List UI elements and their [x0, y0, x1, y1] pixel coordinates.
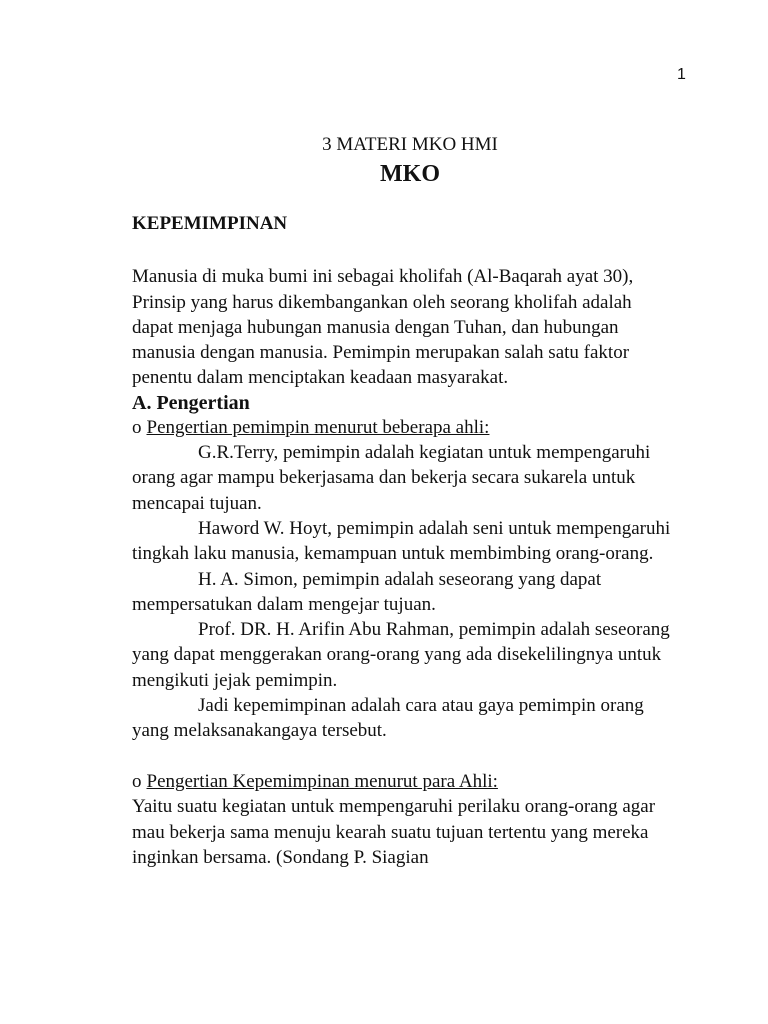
bullet-mark: o	[132, 416, 142, 438]
page-number: 1	[677, 66, 686, 83]
definition-entry: Haword W. Hoyt, pemimpin adalah seni untuk mempengaruhi tingkah laku manusia, kemampuan untuk membimbing orang-orang.	[132, 517, 671, 565]
document-title: 3 MATERI MKO HMI	[322, 134, 498, 155]
spacer	[132, 744, 672, 769]
definition-entry: Jadi kepemimpinan adalah cara atau gaya pemimpin orang yang melaksanakangaya tersebut.	[132, 695, 644, 742]
main-heading: KEPEMIMPINAN	[132, 213, 288, 234]
bullet-label: Pengertian pemimpin menurut beberapa ahli:	[146, 416, 490, 438]
definition-entry: G.R.Terry, pemimpin adalah kegiatan untuk mempengaruhi orang agar mampu bekerjasama dan bekerja secara sukarela untuk mencapai tujuan.	[132, 442, 651, 514]
definition-entry: Prof. DR. H. Arifin Abu Rahman, pemimpin adalah seseorang yang dapat menggerakan orang-orang yang ada disekelilingnya untuk mengikuti jejak pemimpin.	[132, 619, 670, 691]
bullet-text: Yaitu suatu kegiatan untuk mempengaruhi perilaku orang-orang agar mau bekerja sama menuju kearah suatu tujuan tertentu yang mereka inginkan bersama. (Sondang P. Siagian	[132, 796, 656, 868]
bullet-item	[132, 415, 672, 440]
section-a-heading: A. Pengertian	[132, 391, 250, 414]
document-body	[132, 209, 672, 870]
intro-paragraph: Manusia di muka bumi ini sebagai kholifah (Al-Baqarah ayat 30), Prinsip yang harus dikembangankan oleh seorang kholifah adalah dapat menjaga hubungan manusia dengan Tuhan, dan hubungan manusia dengan manusia. Pemimpin merupakan salah satu faktor penentu dalam menciptakan keadaan masyarakat.	[132, 266, 634, 389]
bullet-label: Pengertian Kepemimpinan menurut para Ahli:	[146, 770, 498, 792]
definition-entry: H. A. Simon, pemimpin adalah seseorang yang dapat mempersatukan dalam mengejar tujuan.	[132, 568, 602, 615]
bullet-mark: o	[132, 770, 142, 792]
spacer	[132, 239, 672, 264]
bullet-item	[132, 769, 672, 794]
document-subtitle: MKO	[380, 161, 440, 187]
